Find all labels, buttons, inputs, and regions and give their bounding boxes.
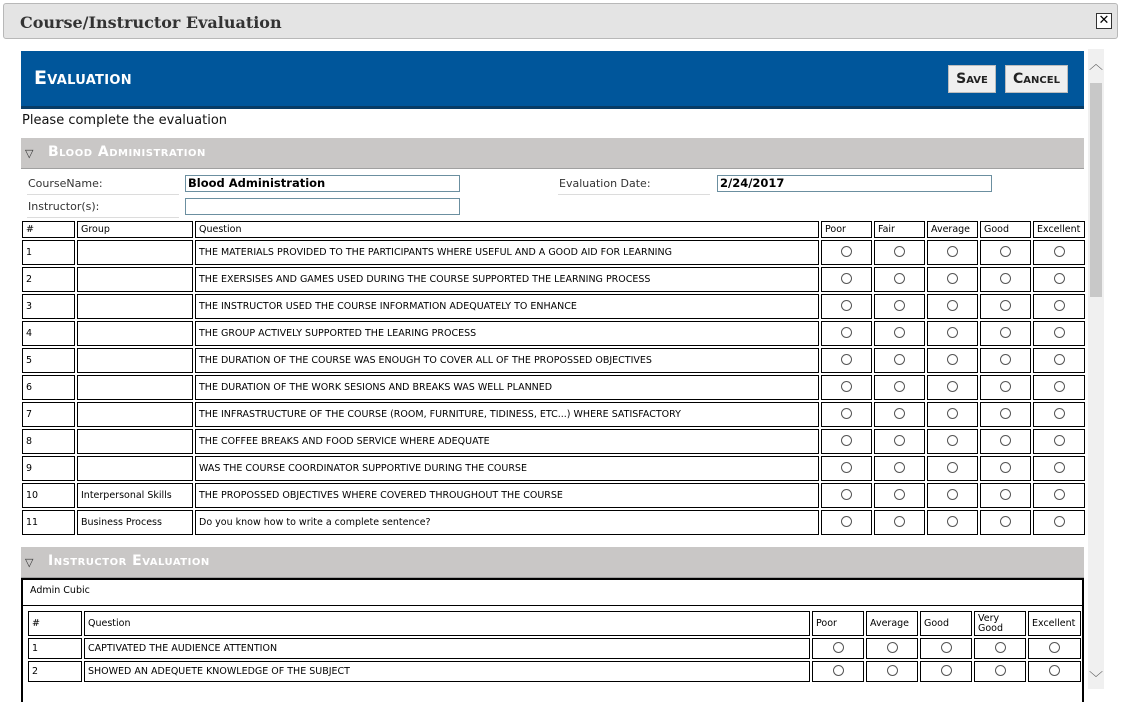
rating-cell (1033, 402, 1085, 427)
row-group (77, 321, 193, 346)
row-number: 7 (22, 402, 75, 427)
evaluation-header (21, 51, 1084, 109)
radio-average[interactable] (947, 435, 958, 446)
section-title: Blood Administration (48, 144, 206, 160)
radio-good[interactable] (941, 642, 952, 653)
row-group: Interpersonal Skills (77, 483, 193, 508)
row-question: THE MATERIALS PROVIDED TO THE PARTICIPANTS WHERE USEFUL AND A GOOD AID FOR LEARNING (195, 240, 819, 265)
rating-cell (1033, 294, 1085, 319)
radio-good[interactable] (1000, 300, 1011, 311)
rating-cell (821, 321, 872, 346)
rating-cell (821, 267, 872, 292)
radio-poor[interactable] (841, 273, 852, 284)
radio-poor[interactable] (833, 642, 844, 653)
row-number: 2 (22, 267, 75, 292)
table-row (22, 267, 1085, 292)
radio-good[interactable] (1000, 462, 1011, 473)
row-question: CAPTIVATED THE AUDIENCE ATTENTION (84, 638, 810, 659)
rating-cell (1033, 267, 1085, 292)
radio-excellent[interactable] (1054, 381, 1065, 392)
rating-cell (1028, 638, 1081, 659)
rating-cell (980, 321, 1031, 346)
row-question: THE COFFEE BREAKS AND FOOD SERVICE WHERE ADEQUATE (195, 429, 819, 454)
scrollbar-thumb[interactable] (1090, 83, 1102, 297)
radio-fair[interactable] (894, 327, 905, 338)
header-col-poor: Poor (812, 611, 864, 636)
row-question: THE INSTRUCTOR USED THE COURSE INFORMATION ADEQUATELY TO ENHANCE (195, 294, 819, 319)
radio-very-good[interactable] (995, 665, 1006, 676)
radio-excellent[interactable] (1054, 246, 1065, 257)
table-row (28, 638, 1081, 659)
row-question: THE EXERSISES AND GAMES USED DURING THE COURSE SUPPORTED THE LEARNING PROCESS (195, 267, 819, 292)
radio-poor[interactable] (841, 408, 852, 419)
instructor-evaluation-box (21, 578, 1084, 702)
radio-excellent[interactable] (1054, 327, 1065, 338)
row-question: THE INFRASTRUCTURE OF THE COURSE (ROOM, FURNITURE, TIDINESS, ETC...) WHERE SATISFACTORY (195, 402, 819, 427)
divider (27, 217, 179, 218)
rating-cell (866, 638, 918, 659)
row-number: 2 (28, 661, 82, 682)
rating-cell (980, 348, 1031, 373)
radio-excellent[interactable] (1054, 516, 1065, 527)
course-name-label: CourseName: (28, 177, 103, 190)
header-col-num: # (22, 221, 75, 238)
row-question: THE DURATION OF THE COURSE WAS ENOUGH TO COVER ALL OF THE PROPOSSED OBJECTIVES (195, 348, 819, 373)
rating-cell (920, 661, 972, 682)
course-questions-table (20, 219, 1087, 537)
rating-cell (927, 294, 978, 319)
rating-cell (1033, 483, 1085, 508)
divider (558, 194, 710, 195)
section-header-instructor[interactable] (21, 547, 1084, 578)
row-number: 1 (22, 240, 75, 265)
header-col-poor: Poor (821, 221, 872, 238)
rating-cell (1033, 456, 1085, 481)
row-group (77, 429, 193, 454)
rating-cell (980, 402, 1031, 427)
divider (27, 194, 179, 195)
rating-cell (821, 375, 872, 400)
instructors-field[interactable] (185, 198, 460, 215)
radio-poor[interactable] (841, 516, 852, 527)
rating-cell (974, 661, 1026, 682)
table-row (22, 240, 1085, 265)
table-row (22, 483, 1085, 508)
radio-excellent[interactable] (1054, 300, 1065, 311)
radio-very-good[interactable] (995, 642, 1006, 653)
row-number: 9 (22, 456, 75, 481)
dialog-titlebar (3, 3, 1118, 39)
row-question: SHOWED AN ADEQUETE KNOWLEDGE OF THE SUBJECT (84, 661, 810, 682)
rating-cell (980, 456, 1031, 481)
radio-average[interactable] (887, 665, 898, 676)
instructor-questions-table (26, 609, 1083, 684)
header-col-excellent: Excellent (1033, 221, 1085, 238)
radio-fair[interactable] (894, 354, 905, 365)
rating-cell (1033, 321, 1085, 346)
rating-cell (874, 294, 925, 319)
header-col-very-good: Very Good (974, 611, 1026, 636)
radio-good[interactable] (1000, 273, 1011, 284)
table-row (22, 429, 1085, 454)
radio-poor[interactable] (833, 665, 844, 676)
evaluation-date-field[interactable]: 2/24/2017 (717, 175, 992, 192)
radio-poor[interactable] (841, 435, 852, 446)
table-row (22, 510, 1085, 535)
dialog-title: Course/Instructor Evaluation (20, 13, 282, 32)
rating-cell (874, 240, 925, 265)
rating-cell (1033, 348, 1085, 373)
radio-fair[interactable] (894, 489, 905, 500)
rating-cell (927, 456, 978, 481)
row-question: WAS THE COURSE COORDINATOR SUPPORTIVE DURING THE COURSE (195, 456, 819, 481)
evaluation-title: Evaluation (34, 67, 132, 89)
table-row (22, 402, 1085, 427)
row-group: Business Process (77, 510, 193, 535)
radio-fair[interactable] (894, 381, 905, 392)
radio-average[interactable] (947, 246, 958, 257)
rating-cell (927, 348, 978, 373)
triangle-down-icon[interactable]: ▽ (25, 556, 34, 569)
row-group (77, 348, 193, 373)
rating-cell (927, 240, 978, 265)
triangle-down-icon[interactable]: ▽ (25, 147, 34, 160)
rating-cell (927, 267, 978, 292)
table-row (22, 375, 1085, 400)
row-number: 4 (22, 321, 75, 346)
rating-cell (920, 638, 972, 659)
chevron-down-icon[interactable]: ﹀ (1089, 671, 1103, 687)
table-header-row (22, 221, 1085, 238)
rating-cell (980, 429, 1031, 454)
radio-average[interactable] (947, 408, 958, 419)
radio-fair[interactable] (894, 435, 905, 446)
divider (23, 605, 1082, 606)
radio-good[interactable] (1000, 246, 1011, 257)
row-group (77, 240, 193, 265)
rating-cell (821, 348, 872, 373)
rating-cell (980, 267, 1031, 292)
radio-good[interactable] (1000, 516, 1011, 527)
rating-cell (1033, 429, 1085, 454)
rating-cell (1033, 375, 1085, 400)
rating-cell (874, 321, 925, 346)
radio-fair[interactable] (894, 246, 905, 257)
rating-cell (927, 510, 978, 535)
vertical-scrollbar[interactable] (1088, 49, 1104, 689)
rating-cell (874, 267, 925, 292)
radio-fair[interactable] (894, 408, 905, 419)
rating-cell (974, 638, 1026, 659)
rating-cell (812, 638, 864, 659)
radio-good[interactable] (941, 665, 952, 676)
rating-cell (874, 348, 925, 373)
table-row (22, 294, 1085, 319)
row-group (77, 402, 193, 427)
radio-average[interactable] (947, 462, 958, 473)
row-group (77, 456, 193, 481)
rating-cell (874, 483, 925, 508)
radio-fair[interactable] (894, 300, 905, 311)
dialog-content (0, 45, 1090, 702)
radio-fair[interactable] (894, 516, 905, 527)
save-button[interactable]: Save (948, 65, 996, 93)
radio-average[interactable] (947, 300, 958, 311)
row-group (77, 267, 193, 292)
radio-poor[interactable] (841, 489, 852, 500)
row-number: 1 (28, 638, 82, 659)
rating-cell (1033, 240, 1085, 265)
radio-good[interactable] (1000, 435, 1011, 446)
rating-cell (927, 483, 978, 508)
radio-good[interactable] (1000, 327, 1011, 338)
radio-poor[interactable] (841, 462, 852, 473)
table-row (28, 661, 1081, 682)
radio-poor[interactable] (841, 246, 852, 257)
row-number: 11 (22, 510, 75, 535)
row-question: THE PROPOSSED OBJECTIVES WHERE COVERED THROUGHOUT THE COURSE (195, 483, 819, 508)
radio-average[interactable] (947, 327, 958, 338)
radio-average[interactable] (947, 273, 958, 284)
radio-excellent[interactable] (1054, 462, 1065, 473)
rating-cell (821, 429, 872, 454)
radio-good[interactable] (1000, 408, 1011, 419)
header-col-question: Question (195, 221, 819, 238)
evaluation-date-label: Evaluation Date: (559, 177, 651, 190)
row-group (77, 294, 193, 319)
rating-cell (821, 483, 872, 508)
radio-excellent[interactable] (1054, 408, 1065, 419)
rating-cell (980, 375, 1031, 400)
rating-cell (866, 661, 918, 682)
rating-cell (812, 661, 864, 682)
header-col-group: Group (77, 221, 193, 238)
radio-excellent[interactable] (1049, 665, 1060, 676)
radio-poor[interactable] (841, 300, 852, 311)
radio-good[interactable] (1000, 381, 1011, 392)
rating-cell (821, 240, 872, 265)
radio-average[interactable] (887, 642, 898, 653)
rating-cell (927, 429, 978, 454)
radio-fair[interactable] (894, 273, 905, 284)
radio-fair[interactable] (894, 462, 905, 473)
row-number: 10 (22, 483, 75, 508)
rating-cell (980, 294, 1031, 319)
radio-average[interactable] (947, 354, 958, 365)
radio-poor[interactable] (841, 381, 852, 392)
cancel-button[interactable]: Cancel (1005, 65, 1068, 93)
row-group (77, 375, 193, 400)
radio-average[interactable] (947, 489, 958, 500)
row-number: 8 (22, 429, 75, 454)
header-col-good: Good (980, 221, 1031, 238)
row-number: 6 (22, 375, 75, 400)
header-col-good: Good (920, 611, 972, 636)
rating-cell (874, 429, 925, 454)
rating-cell (821, 402, 872, 427)
rating-cell (821, 456, 872, 481)
chevron-up-icon[interactable]: ︿ (1089, 57, 1103, 73)
row-question: THE DURATION OF THE WORK SESIONS AND BREAKS WAS WELL PLANNED (195, 375, 819, 400)
header-col-excellent: Excellent (1028, 611, 1081, 636)
rating-cell (927, 375, 978, 400)
header-col-question: Question (84, 611, 810, 636)
row-number: 5 (22, 348, 75, 373)
section-title: Instructor Evaluation (48, 553, 210, 569)
row-number: 3 (22, 294, 75, 319)
rating-cell (980, 483, 1031, 508)
radio-poor[interactable] (841, 354, 852, 365)
table-row (22, 456, 1085, 481)
radio-average[interactable] (947, 381, 958, 392)
rating-cell (980, 510, 1031, 535)
course-name-field[interactable]: Blood Administration (185, 175, 460, 192)
header-col-num: # (28, 611, 82, 636)
radio-poor[interactable] (841, 327, 852, 338)
radio-excellent[interactable] (1054, 489, 1065, 500)
table-row (22, 321, 1085, 346)
radio-excellent[interactable] (1054, 354, 1065, 365)
rating-cell (1028, 661, 1081, 682)
row-question: Do you know how to write a complete sentence? (195, 510, 819, 535)
table-header-row (28, 611, 1081, 636)
radio-excellent[interactable] (1054, 435, 1065, 446)
rating-cell (874, 375, 925, 400)
rating-cell (874, 402, 925, 427)
row-question: THE GROUP ACTIVELY SUPPORTED THE LEARING PROCESS (195, 321, 819, 346)
rating-cell (927, 402, 978, 427)
radio-average[interactable] (947, 516, 958, 527)
rating-cell (927, 321, 978, 346)
radio-excellent[interactable] (1049, 642, 1060, 653)
rating-cell (821, 294, 872, 319)
table-row (22, 348, 1085, 373)
radio-good[interactable] (1000, 354, 1011, 365)
header-col-average: Average (866, 611, 918, 636)
radio-excellent[interactable] (1054, 273, 1065, 284)
rating-cell (980, 240, 1031, 265)
instructor-name: Admin Cubic (30, 585, 90, 596)
header-col-fair: Fair (874, 221, 925, 238)
radio-good[interactable] (1000, 489, 1011, 500)
rating-cell (1033, 510, 1085, 535)
instructors-label: Instructor(s): (28, 200, 100, 213)
rating-cell (874, 456, 925, 481)
rating-cell (874, 510, 925, 535)
instructions-text: Please complete the evaluation (22, 113, 228, 128)
close-icon[interactable]: ✕ (1096, 13, 1112, 29)
section-header-course[interactable] (21, 138, 1084, 169)
header-col-average: Average (927, 221, 978, 238)
rating-cell (821, 510, 872, 535)
